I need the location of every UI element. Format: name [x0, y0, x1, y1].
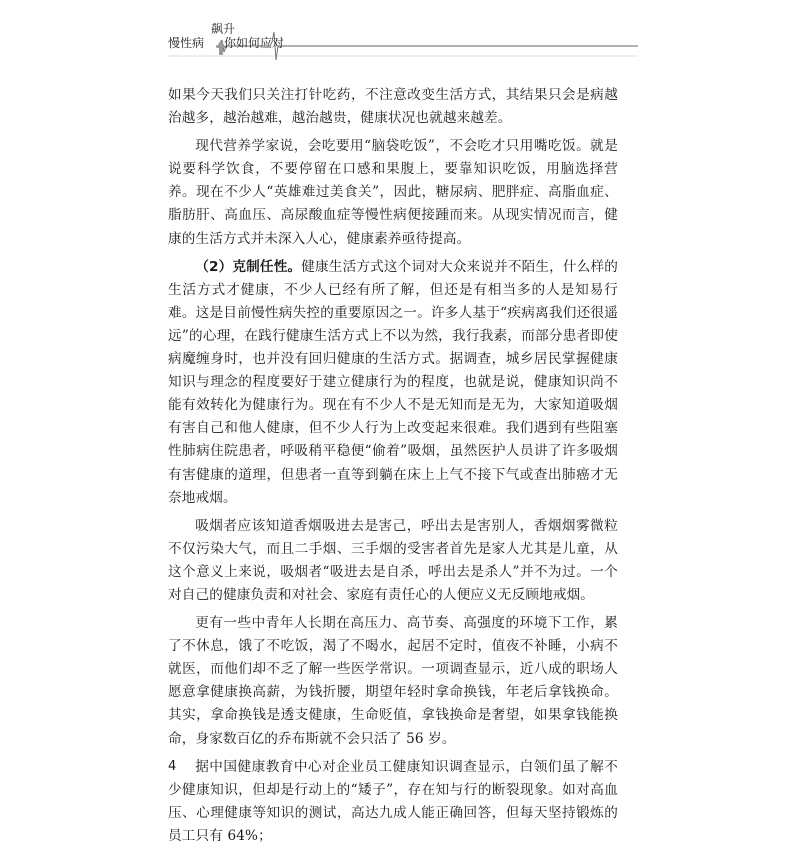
paragraph-5: 更有一些中青年人长期在高压力、高节奏、高强度的环境下工作，累了不休息，饿了不吃饭，渴了不喝水，起居不定时，值夜不补睡，小病不就医，而他们却不乏了解一些医学常识。一项调查显示，近八成的职场人愿意拿健康换高薪，为钱折腰，期望年轻时拿命换钱，年老后拿钱换命。其实，拿命换钱是透支健康，生命贬值，拿钱换命是奢望，如果拿钱能换命，身家数百亿的乔布斯就不会只活了 56 岁。 [168, 615, 618, 747]
paragraph-3: （2）克制任性。健康生活方式这个词对大众来说并不陌生，什么样的生活方式才健康，不少人已经有所了解，但还是有相当多的人是知易行难。这是目前慢性病失控的重要原因之一。许多人基于“疾病离我们还很遥远”的心理，在践行健康生活方式上不以为然，我行我素，而部分患者即使病魔缠身时，也并没有回归健康的生活方式。据调查，城乡居民掌握健康知识与理念的程度要好于建立健康行为的程度，也就是说，健康知识尚不能有效转化为健康行为。现在有不少人不是无知而是无为，大家知道吸烟有害自己和他人健康，但不少人行为上改变起来很难。我们遇到有些阻塞性肺病住院患者，呼吸稍平稳便“偷着”吸烟，虽然医护人员讲了许多吸烟有害健康的道理，但患者一直等到躺在床上上气不接下气或查出肺癌才无奈地戒烟。 [168, 258, 618, 506]
running-header [168, 20, 638, 80]
paragraph-1: 如果今天我们只关注打针吃药，不注意改变生活方式，其结果只会是病越治越多，越治越难，越治越贵，健康状况也就越来越差。 [168, 87, 618, 127]
paragraph-6: 据中国健康教育中心对企业员工健康知识调查显示，白领们虽了解不少健康知识，但却是行动上的“矮子”，存在知与行的断裂现象。如对高血压、心理健康等知识的测试，高达九成人能正确回答，但每天坚持锻炼的员工只有 64%； [168, 758, 618, 844]
paragraph-2: 现代营养学家说，会吃要用“脑袋吃饭”，不会吃才只用嘴吃饭。就是说要科学饮食，不要停留在口感和果腹上，要靠知识吃饭，用脑选择营养。现在不少人“英雄难过美食关”，因此，糖尿病、肥胖症、高脂血症、脂肪肝、高血压、高尿酸血症等慢性病便接踵而来。从现实情况而言，健康的生活方式并未深入人心，健康素养亟待提高。 [168, 138, 618, 247]
header-word-up: 飙升 [211, 22, 236, 36]
section-lead: （2）克制任性。 [195, 258, 302, 275]
header-word-right: 你如何应对 [224, 36, 285, 50]
header-word-left: 慢性病 [168, 36, 205, 50]
page-number: 4 [168, 759, 177, 774]
paragraph-4: 吸烟者应该知道香烟吸进去是害己，呼出去是害别人，香烟烟雾微粒不仅污染大气，而且二手烟、三手烟的受害者首先是家人尤其是儿童，从这个意义上来说，吸烟者“吸进去是自杀，呼出去是杀人”并不为过。一个对自己的健康负责和对社会、家庭有责任心的人便应义无反顾地戒烟。 [168, 517, 618, 603]
page-body [168, 84, 618, 853]
